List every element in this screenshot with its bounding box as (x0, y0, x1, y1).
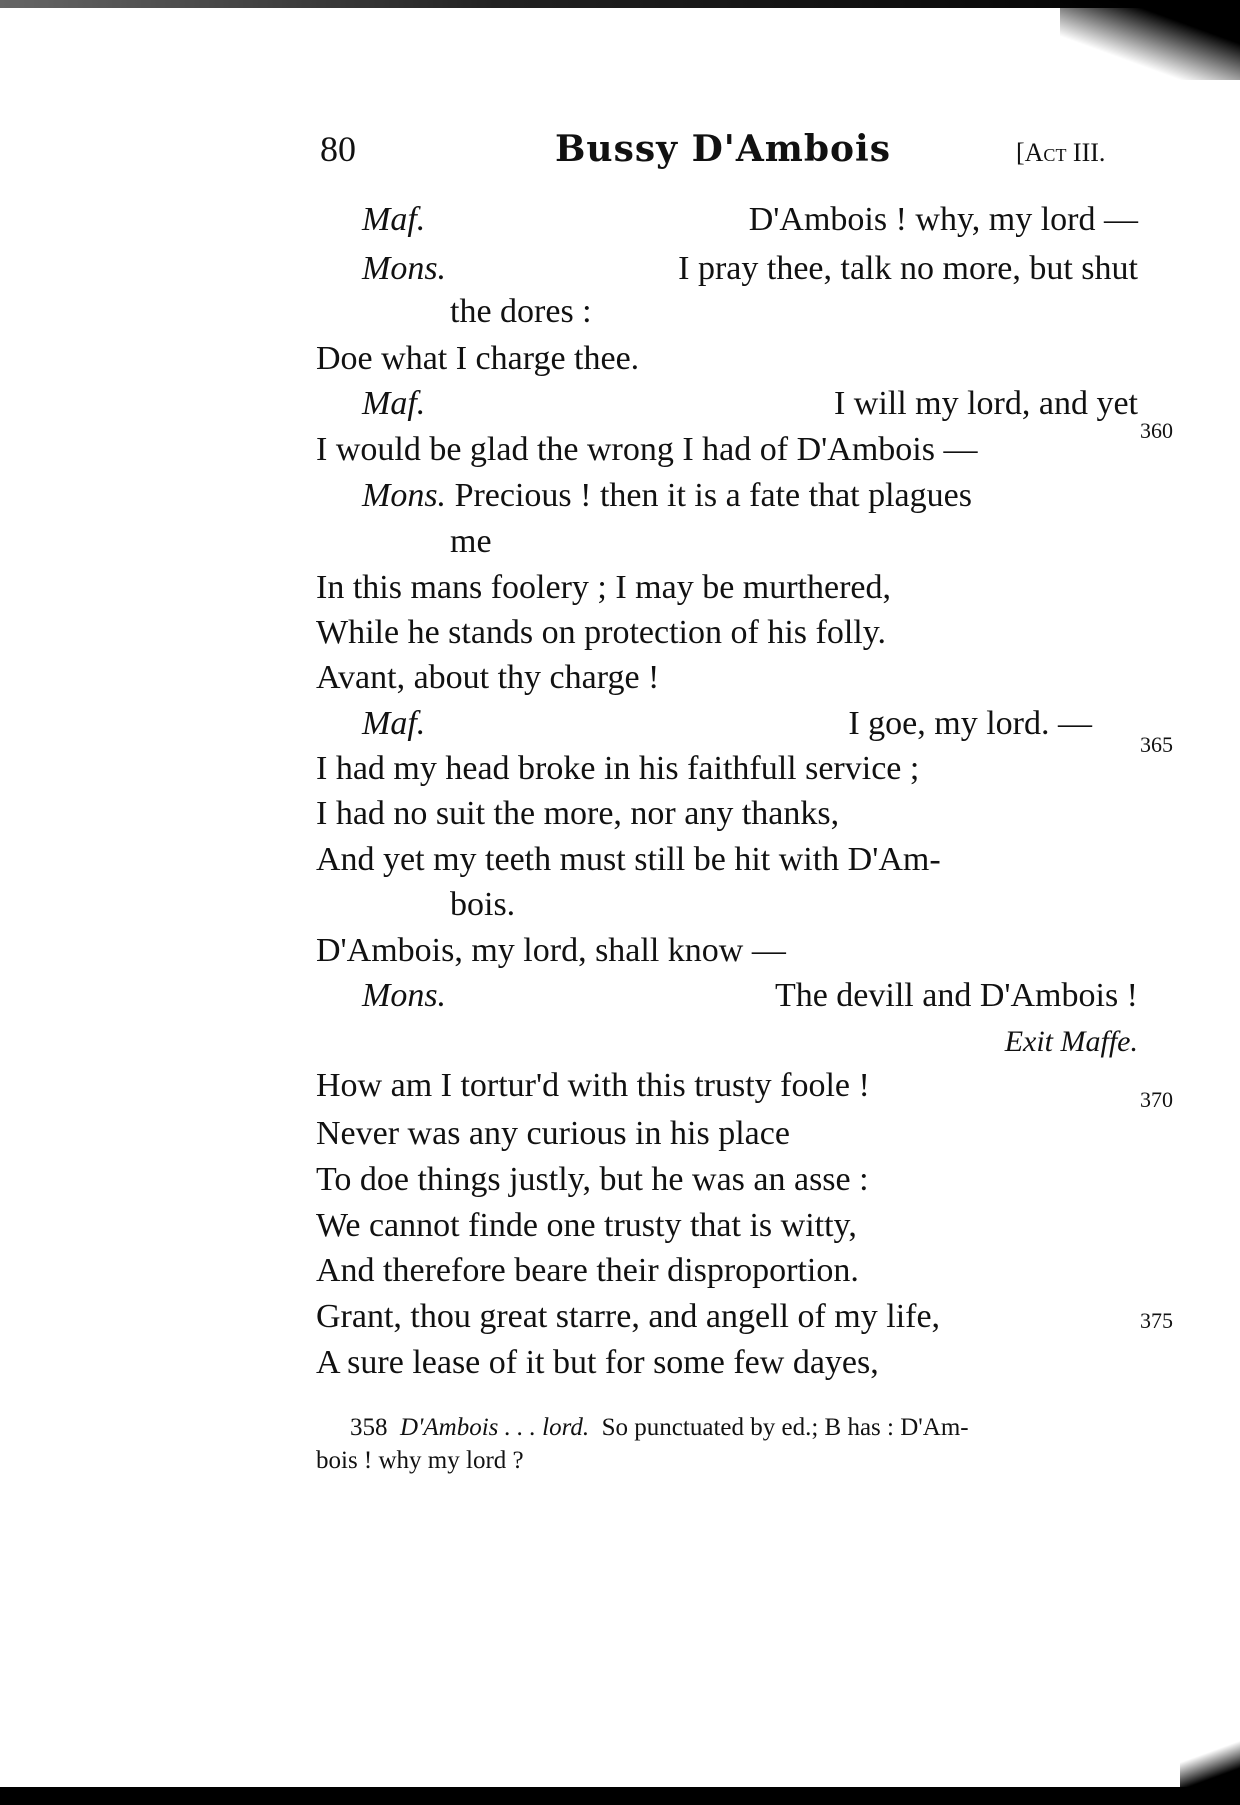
verse-line: And yet my teeth must still be hit with D'Am- (316, 841, 941, 878)
line-text: The devill and D'Ambois ! (774, 977, 1138, 1014)
act-heading: [Act III. (1016, 138, 1106, 167)
line-text: Precious ! then it is a fate that plagues (454, 477, 972, 514)
speaker: Mons. (362, 977, 447, 1014)
running-title: Bussy D'Ambois (555, 128, 891, 170)
verse-line: How am I tortur'd with this trusty foole ! (316, 1067, 870, 1104)
speaker: Maf. (362, 201, 426, 238)
line-number: 365 (1140, 732, 1173, 757)
footnote-lemma: D'Ambois . . . lord. (400, 1414, 590, 1441)
verse-line (362, 384, 1138, 424)
verse-line: A sure lease of it but for some few dayes, (316, 1344, 879, 1381)
verse-line: And therefore beare their disproportion. (316, 1252, 859, 1289)
verse-line: I had my head broke in his faithfull service ; (316, 750, 920, 787)
scan-edge-bottom (0, 1787, 1240, 1805)
verse-line: I had no suit the more, nor any thanks, (316, 795, 840, 832)
verse-line: Grant, thou great starre, and angell of my life, (316, 1298, 941, 1335)
verse-line: While he stands on protection of his folly. (316, 614, 887, 651)
page-number: 80 (320, 129, 356, 169)
verse-line: We cannot finde one trusty that is witty, (316, 1207, 857, 1244)
verse-line: D'Ambois, my lord, shall know — (316, 932, 786, 969)
speaker: Mons. (362, 250, 447, 287)
footnote-continuation: bois ! why my lord ? (316, 1447, 524, 1474)
verse-line: Doe what I charge thee. (316, 340, 640, 377)
verse-line (362, 704, 1092, 744)
verse-line: To doe things justly, but he was an asse : (316, 1161, 869, 1198)
speaker: Maf. (362, 385, 426, 422)
verse-line: me (450, 523, 492, 560)
verse-line: Avant, about thy charge ! (316, 659, 660, 696)
verse-line: bois. (450, 886, 516, 923)
scan-shadow-top (1060, 0, 1240, 80)
verse-line: In this mans foolery ; I may be murthered, (316, 569, 892, 606)
verse-line: Never was any curious in his place (316, 1115, 790, 1152)
stage-direction: Exit Maffe. (1004, 1025, 1138, 1058)
verse-line (362, 976, 1138, 1016)
verse-line (362, 200, 1138, 240)
footnote-ref: 358 (350, 1414, 388, 1441)
verse-line (362, 249, 1138, 289)
line-number: 370 (1140, 1087, 1173, 1112)
speaker: Mons. (362, 477, 447, 514)
line-text: I pray thee, talk no more, but shut (678, 250, 1138, 287)
scan-shadow-bottom (1180, 1735, 1240, 1805)
line-number: 360 (1140, 418, 1173, 443)
speaker: Maf. (362, 705, 426, 742)
verse-line: the dores : (450, 293, 592, 330)
line-text: I will my lord, and yet (833, 385, 1138, 422)
line-number: 375 (1140, 1308, 1173, 1333)
verse-line (362, 476, 1138, 516)
verse-line: I would be glad the wrong I had of D'Ambois — (316, 431, 978, 468)
footnote (316, 1412, 1146, 1444)
line-text: I goe, my lord. — (848, 705, 1092, 742)
footnote-text: So punctuated by ed.; B has : D'Am- (601, 1414, 969, 1441)
line-text: D'Ambois ! why, my lord — (748, 201, 1138, 238)
scan-edge-top (0, 0, 1240, 8)
